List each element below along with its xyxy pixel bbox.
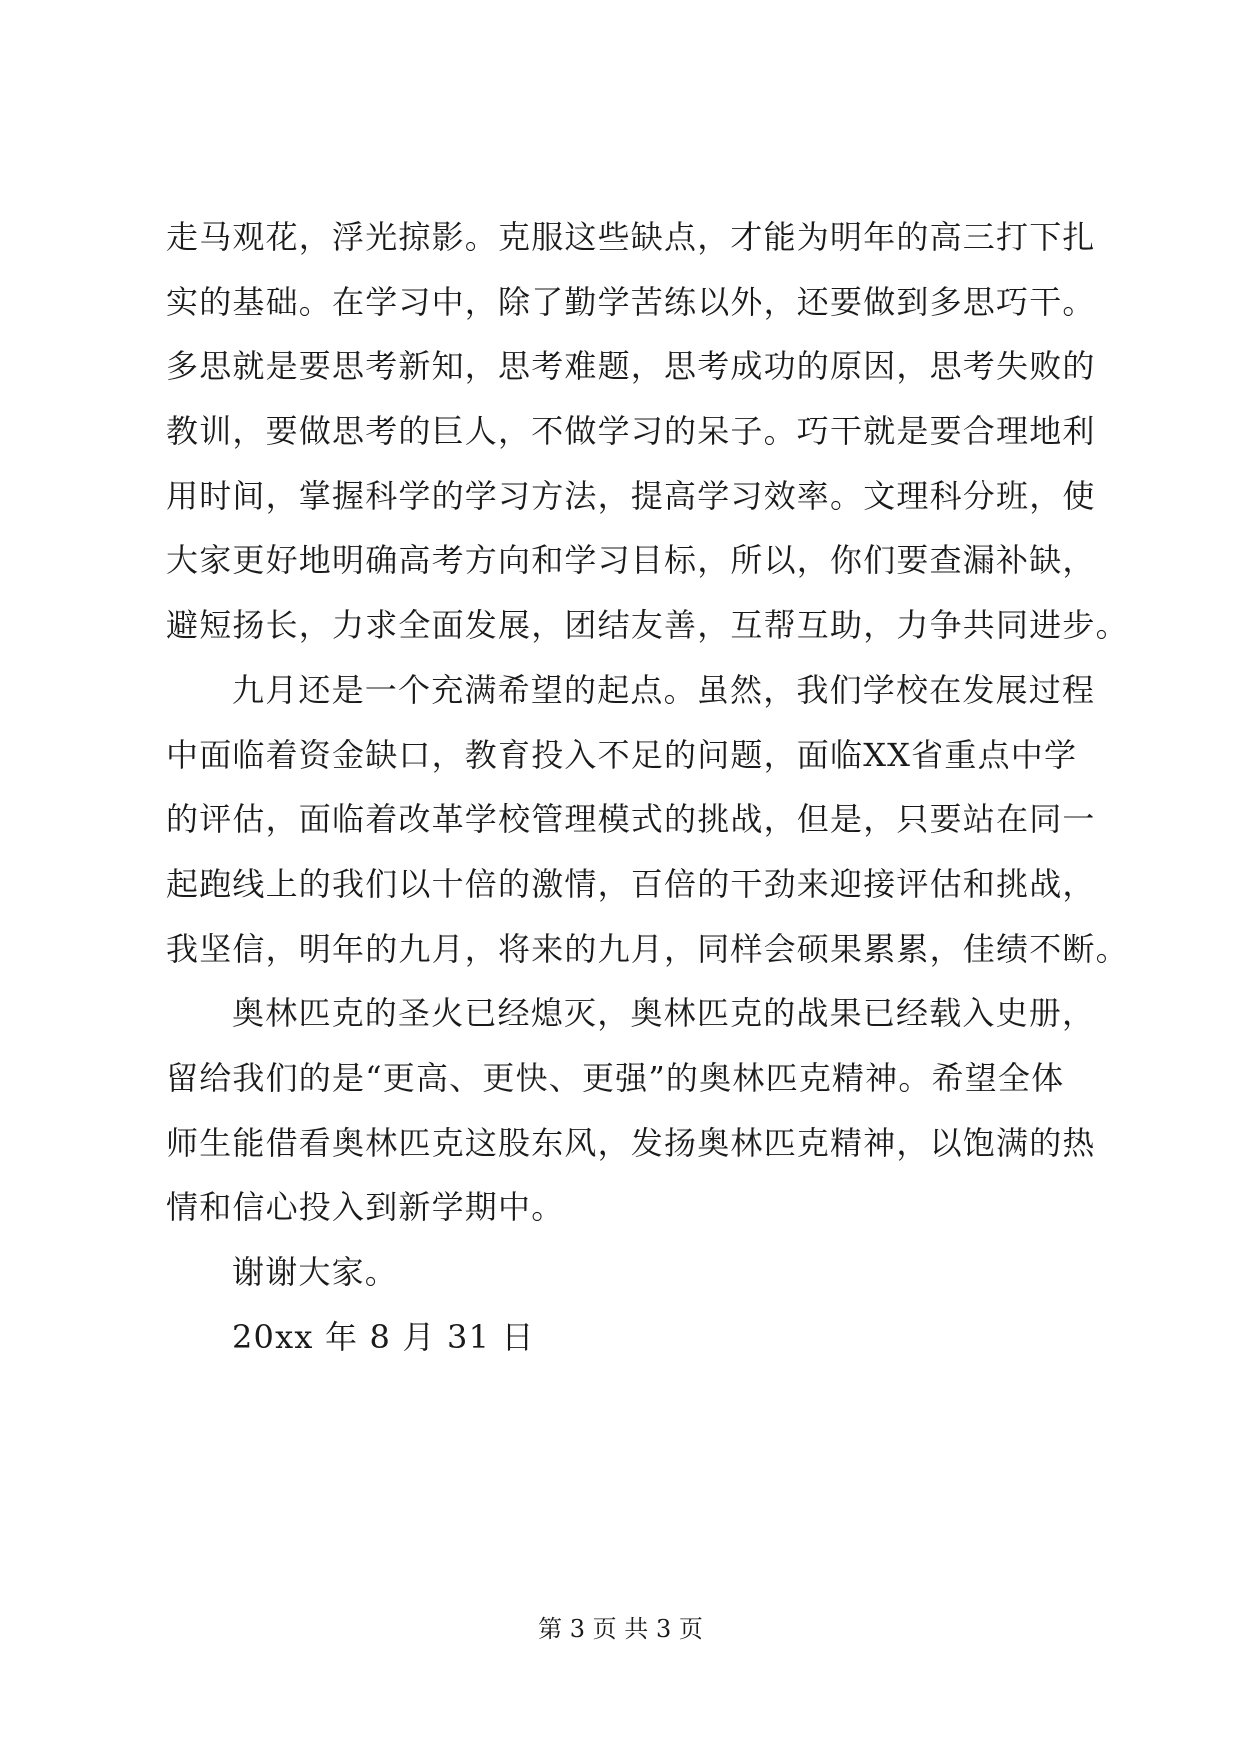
body-line: 师生能借看奥林匹克这股东风，发扬奥林匹克精神，以饱满的热 (166, 1123, 1096, 1162)
body-line: 我坚信，明年的九月，将来的九月，同样会硕果累累，佳绩不断。 (166, 929, 1129, 968)
body-line: 留给我们的是“更高、更快、更强”的奥林匹克精神。希望全体 (166, 1058, 1065, 1097)
body-line: 走马观花，浮光掠影。克服这些缺点，才能为明年的高三打下扎 (166, 218, 1096, 256)
body-line: 多思就是要思考新知，思考难题，思考成功的原因，思考失败的 (166, 347, 1096, 386)
body-line: 用时间，掌握科学的学习方法，提高学习效率。文理科分班，使 (166, 476, 1096, 515)
body-line: 实的基础。在学习中，除了勤学苦练以外，还要做到多思巧干。 (166, 282, 1096, 321)
body-line: 起跑线上的我们以十倍的激情，百倍的干劲来迎接评估和挑战， (166, 864, 1096, 903)
body-line: 教训，要做思考的巨人，不做学习的呆子。巧干就是要合理地利 (166, 412, 1096, 451)
paragraph-start-line: 奥林匹克的圣火已经熄灭，奥林匹克的战果已经载入史册， (232, 994, 1096, 1033)
closing-thanks: 谢谢大家。 (232, 1253, 399, 1291)
document-body (166, 205, 1129, 1369)
body-line: 的评估，面临着改革学校管理模式的挑战，但是，只要站在同一 (166, 800, 1096, 839)
page-number-footer: 第 3 页 共 3 页 (538, 1615, 703, 1643)
body-line: 情和信心投入到新学期中。 (166, 1188, 565, 1227)
body-line: 中面临着资金缺口，教育投入不足的问题，面临XX省重点中学 (166, 735, 1078, 774)
closing-date: 20xx 年 8 月 31 日 (232, 1317, 535, 1356)
body-line: 大家更好地明确高考方向和学习目标，所以，你们要查漏补缺， (166, 541, 1096, 580)
body-line: 避短扬长，力求全面发展，团结友善，互帮互助，力争共同进步。 (166, 606, 1129, 645)
paragraph-start-line: 九月还是一个充满希望的起点。虽然，我们学校在发展过程 (232, 670, 1096, 709)
